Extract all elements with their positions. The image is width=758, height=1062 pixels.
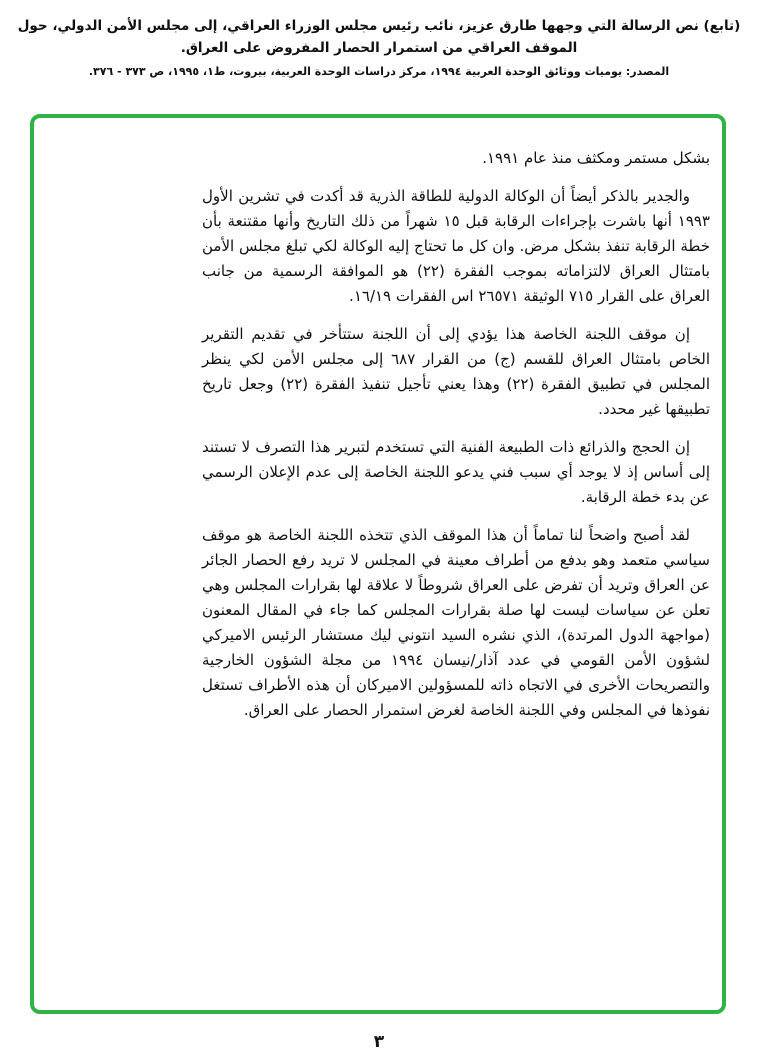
body-paragraph: إن الحجج والذرائع ذات الطبيعة الفنية التي تستخدم لتبرير هذا التصرف لا تستند إلى أساس إذ لا يوجد أي سبب فني يدعو اللجنة الخاصة إلى عدم الإعلان الرسمي عن بدء خطة الرقابة.: [202, 438, 710, 506]
header-source-line: المصدر: يوميات ووثائق الوحدة العربية ١٩٩٤، مركز دراسات الوحدة العربية، بيروت، ط١، ١٩٩٥، ص ٣٧٣ - ٣٧٦.: [88, 65, 670, 78]
letter-body-frame: [30, 114, 726, 1014]
document-header: [0, 0, 758, 81]
body-paragraph: لقد أصبح واضحاً لنا تماماً أن هذا الموقف الذي تتخذه اللجنة الخاصة هو موقف سياسي متعمد وهو بدفع من أطراف معينة في المجلس لا تريد رفع الحصار الجائر عن العراق وتريد أن تفرض على العراق شروطاً لا علاقة لها بقرارات المجلس وهي تعلن عن سياسات ليست لها صلة بقرارات المجلس كما جاء في المقال المعنون (مواجهة الدول المرتدة)، الذي نشره السيد انتوني ليك مستشار الرئيس الاميركي لشؤون الأمن القومي في عدد آذار/نيسان ١٩٩٤ من مجلة الشؤون الخارجية والتصريحات الأخرى في الاتجاه ذاته للمسؤولين الاميركان أن هذه الأطراف تستغل نفوذها في المجلس وفي اللجنة الخاصة لغرض استمرار الحصار على العراق.: [202, 526, 711, 719]
body-paragraph: بشكل مستمر ومكثف منذ عام ١٩٩١.: [482, 149, 710, 167]
body-paragraph: إن موقف اللجنة الخاصة هذا يؤدي إلى أن اللجنة ستتأخر في تقديم التقرير الخاص بامتثال العراق للقسم (ج) من القرار ٦٨٧ إلى مجلس الأمن لكي ينظر المجلس في تطبيق الفقرة (٢٢) وهذا يعني تأجيل تنفيذ الفقرة (٢٢) وجعل تاريخ تطبيقها غير محدد.: [202, 325, 711, 418]
body-paragraph: والجدير بالذكر أيضاً أن الوكالة الدولية للطاقة الذرية قد أكدت في تشرين الأول ١٩٩٣ أنها باشرت بإجراءات الرقابة قبل ١٥ شهراً من ذلك التاريخ وأنها مقتنعة بأن خطة الرقابة تنفذ بشكل مرض. وان كل ما تحتاج إليه الوكالة لكي تبلغ مجلس الأمن بامتثال العراق لالتزاماته بموجب الفقرة (٢٢) هو الموافقة الرسمية من جانب العراق على القرار ٧١٥ الوثيقة ٢٦٥٧١ اس الفقرات ١٦/١٩.: [202, 187, 710, 305]
header-title-line-1: (تابع) نص الرسالة التي وجهها طارق عزيز، نائب رئيس مجلس الوزراء العراقي، إلى مجلس الأمن الدولي، حول: [17, 18, 741, 34]
letter-text-column: [202, 146, 710, 723]
header-title-line-2: الموقف العراقي من استمرار الحصار المفروض على العراق.: [180, 40, 578, 56]
page-number: ٣: [373, 1032, 385, 1052]
